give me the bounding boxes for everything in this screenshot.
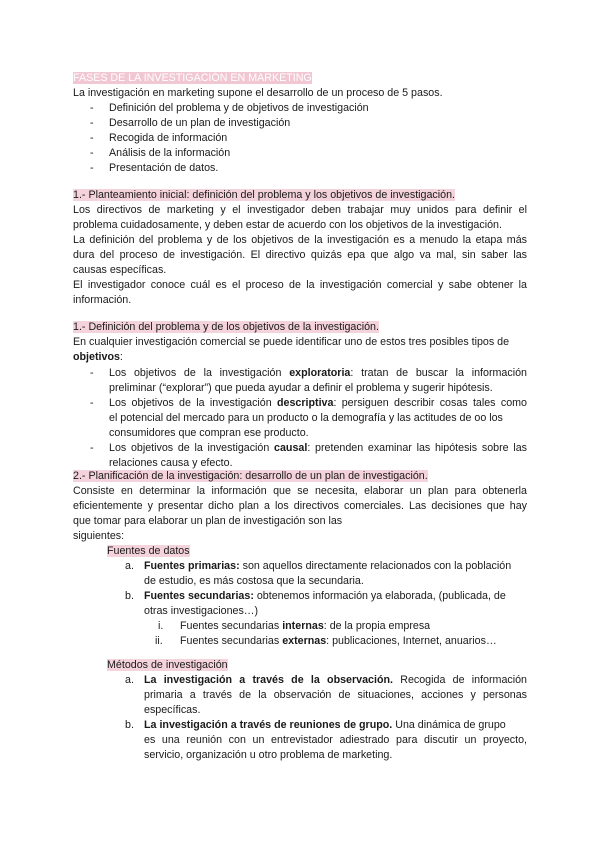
paragraph-line: eficientemente y presentar dicho plan a los directivos comerciales. Las decisiones que hay	[73, 500, 527, 512]
paragraph-line: En cualquier investigación comercial se puede identificar uno de estos tres posibles tipos de	[73, 336, 510, 348]
bold-term: descriptiva	[277, 397, 334, 409]
paragraph-line: de estudio, es más costosa que la secundaria.	[144, 575, 364, 587]
paragraph-line: La definición del problema y de los objetivos de la investigación es a menudo la etapa más	[73, 234, 527, 246]
intro-text: La investigación en marketing supone el desarrollo de un proceso de 5 pasos.	[73, 87, 443, 99]
paragraph-line: servicio, organización u otro problema de marketing.	[144, 749, 393, 761]
bullet-dash: -	[90, 102, 94, 114]
paragraph-line: Los directivos de marketing y el investigador deben trabajar muy unidos para definir el	[73, 204, 527, 216]
subheading-fuentes: Fuentes de datos	[107, 545, 190, 557]
paragraph-line: consumidores que compran ese producto.	[109, 427, 309, 439]
paragraph-line: preliminar (“explorar”) que pueda ayudar a definir el problema y sugerir hipótesis.	[109, 382, 493, 394]
objective-causal: Los objetivos de la investigación causal: pretenden examinar las hipótesis sobre las	[109, 442, 527, 454]
objective-descriptiva: Los objetivos de la investigación descriptiva: persiguen describir cosas tales como	[109, 397, 527, 409]
fuentes-secundarias: Fuentes secundarias: obtenemos información ya elaborada, (publicada, de	[144, 590, 506, 602]
paragraph-line: relaciones causa y efecto.	[109, 457, 233, 469]
bullet-dash: -	[90, 147, 94, 159]
paragraph-line: información.	[73, 294, 132, 306]
bold-term: Fuentes primarias:	[144, 560, 240, 572]
bold-term: objetivos	[73, 351, 120, 363]
paragraph-line: siguientes:	[73, 530, 125, 542]
bullet-dash: -	[90, 442, 94, 454]
paragraph-line: otras investigaciones…)	[144, 605, 259, 617]
paragraph-line: dura del proceso de investigación. El directivo quizás epa que algo va mal, sin saber las	[73, 249, 527, 261]
bullet-dash: -	[90, 117, 94, 129]
fuentes-primarias: Fuentes primarias: son aquellos directamente relacionados con la población	[144, 560, 512, 572]
bold-term: internas	[282, 620, 324, 632]
subheading-metodos: Métodos de investigación	[107, 659, 228, 671]
bullet-dash: -	[90, 367, 94, 379]
paragraph-line: El investigador conoce cuál es el proceso de la investigación comercial y sabe obtener la	[73, 279, 527, 291]
metodo-observacion: La investigación a través de la observación. Recogida de información	[144, 674, 527, 686]
bullet-dash: -	[90, 162, 94, 174]
list-marker: b.	[125, 719, 134, 731]
phase-item: Presentación de datos.	[109, 162, 219, 174]
bold-term: causal	[274, 442, 308, 454]
paragraph-line: primaria a través de la observación de situaciones, acciones y personas	[144, 689, 527, 701]
phase-item: Desarrollo de un plan de investigación	[109, 117, 291, 129]
paragraph-line: objetivos:	[73, 351, 123, 363]
bullet-dash: -	[90, 397, 94, 409]
bold-term: La investigación a través de reuniones de grupo.	[144, 719, 393, 731]
fuentes-externas: Fuentes secundarias externas: publicaciones, Internet, anuarios…	[180, 635, 497, 647]
list-marker: ii.	[155, 635, 163, 647]
section-heading-planificacion: 2.- Planificación de la investigación: desarrollo de un plan de investigación.	[73, 470, 428, 482]
paragraph-line: específicas.	[144, 704, 201, 716]
paragraph-line: es una reunión con un entrevistador adiestrado para discutir un proyecto,	[144, 734, 527, 746]
fuentes-internas: Fuentes secundarias internas: de la propia empresa	[180, 620, 431, 632]
list-marker: b.	[125, 590, 134, 602]
objective-exploratoria: Los objetivos de la investigación exploratoria: tratan de buscar la información	[109, 367, 527, 379]
bold-term: La investigación a través de la observación.	[144, 674, 393, 686]
bold-term: Fuentes secundarias:	[144, 590, 254, 602]
section-heading-planteamiento: 1.- Planteamiento inicial: definición del problema y los objetivos de investigación.	[73, 189, 455, 201]
paragraph-line: problema cuidadosamente, y deben estar de acuerdo con los objetivos de la investigación.	[73, 219, 502, 231]
bold-term: externas	[282, 635, 327, 647]
paragraph-line: el potencial del mercado para un producto o la demografía y las actitudes de oo los	[109, 412, 503, 424]
phase-item: Definición del problema y de objetivos de investigación	[109, 102, 369, 114]
bold-term: exploratoria	[289, 367, 351, 379]
paragraph-line: que tomar para elaborar un plan de investigación son las	[73, 515, 343, 527]
list-marker: i.	[158, 620, 164, 632]
section-heading-definicion: 1.- Definición del problema y de los objetivos de la investigación.	[73, 321, 379, 333]
list-marker: a.	[125, 674, 134, 686]
document-title: FASES DE LA INVESTIGACIÓN EN MARKETING	[73, 72, 312, 84]
phase-item: Análisis de la información	[109, 147, 231, 159]
bullet-dash: -	[90, 132, 94, 144]
metodo-reuniones: La investigación a través de reuniones de grupo. Una dinámica de grupo	[144, 719, 506, 731]
paragraph-line: causas específicas.	[73, 264, 167, 276]
phase-item: Recogida de información	[109, 132, 228, 144]
paragraph-line: Consiste en determinar la información que se necesita, elaborar un plan para obtenerla	[73, 485, 527, 497]
list-marker: a.	[125, 560, 134, 572]
